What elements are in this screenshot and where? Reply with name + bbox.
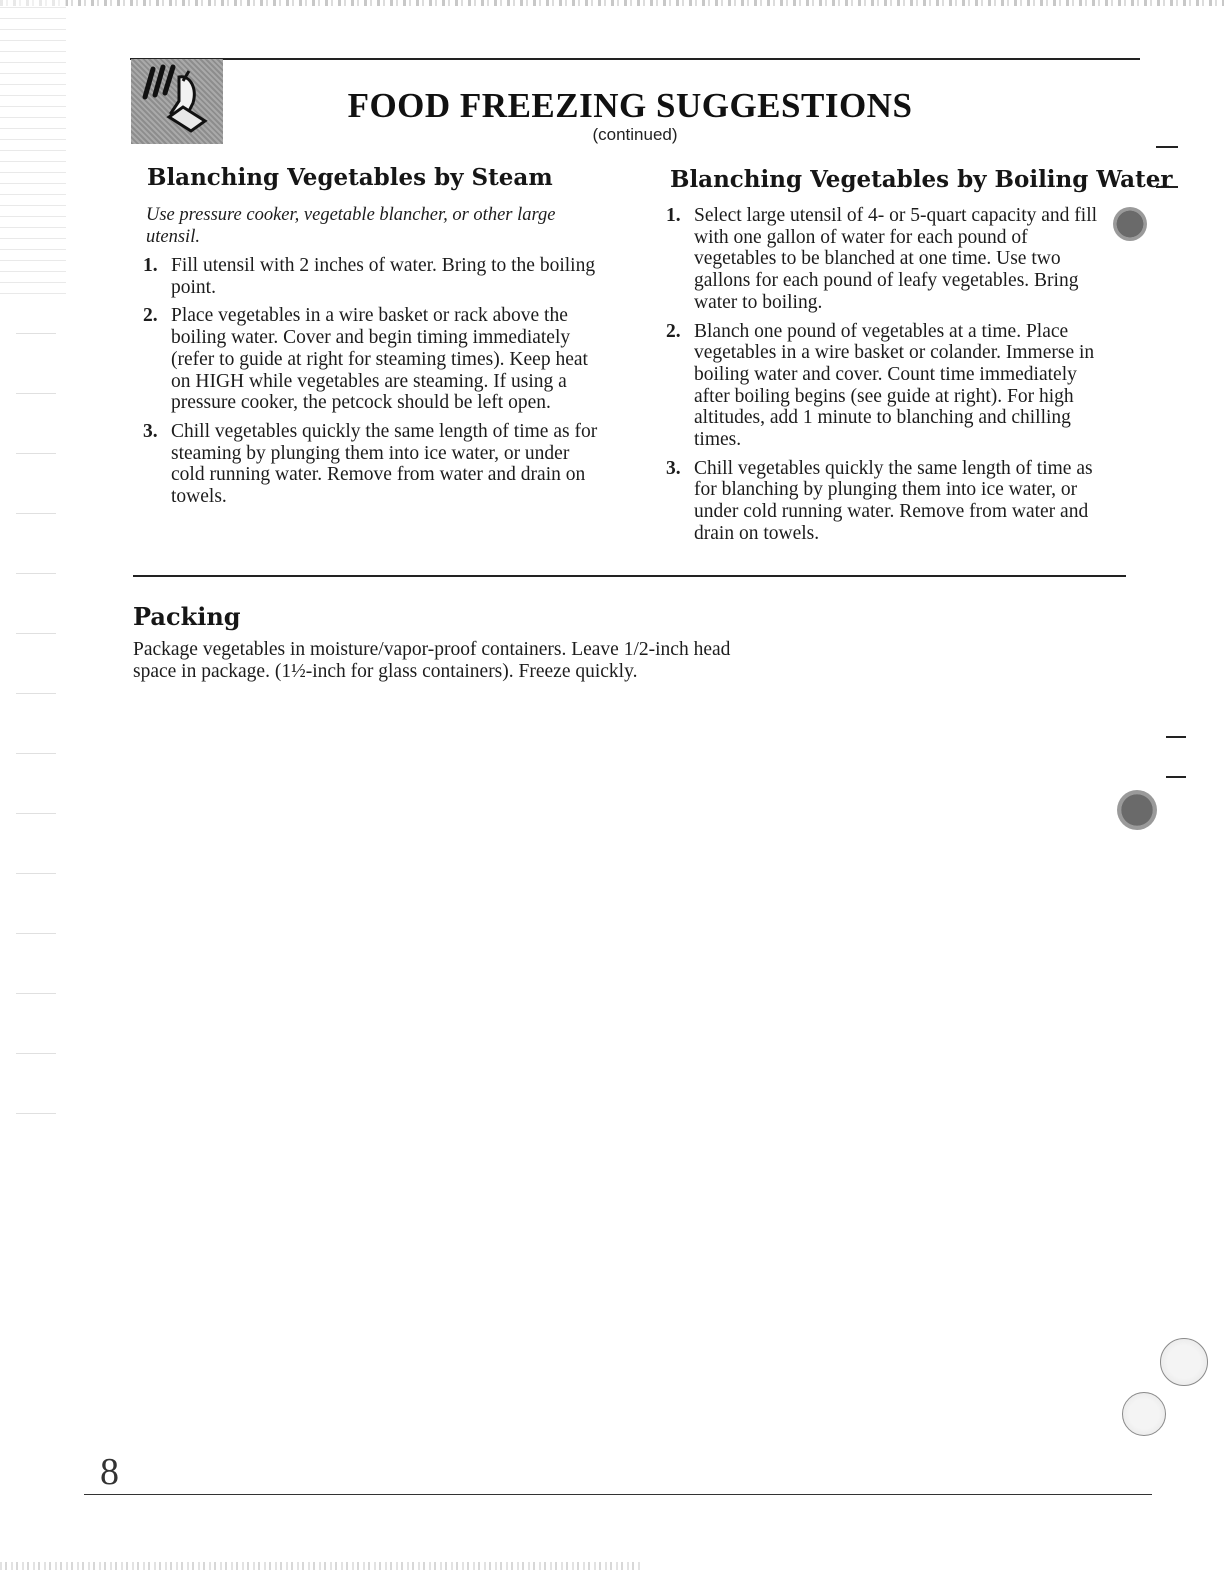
punch-hole-icon	[1122, 1392, 1166, 1436]
list-item	[666, 321, 1114, 451]
scan-artifact-left	[0, 0, 66, 300]
steam-heading: Blanching Vegetables by Steam	[147, 164, 553, 191]
steam-steps	[143, 255, 605, 515]
list-item	[666, 458, 1114, 545]
packing-text: Package vegetables in moisture/vapor-proof containers. Leave 1/2-inch head space in package. (1½-inch for glass containers). Freeze quickly.	[133, 639, 731, 682]
freezing-hand-icon	[131, 59, 223, 144]
step-number: 1.	[143, 255, 158, 276]
margin-mark	[1156, 146, 1178, 148]
page-subtitle: (continued)	[592, 125, 678, 144]
step-number: 1.	[666, 205, 681, 226]
freezing-hand-logo-icon	[131, 59, 223, 144]
punch-hole-icon	[1113, 207, 1147, 241]
steam-intro: Use pressure cooker, vegetable blancher, or other large utensil.	[146, 205, 556, 247]
step-number: 3.	[666, 457, 681, 479]
header-rule	[130, 58, 1140, 60]
step-number: 3.	[143, 420, 158, 442]
margin-mark	[1166, 736, 1186, 738]
list-item	[143, 255, 605, 298]
step-number: 2.	[143, 305, 158, 327]
list-item	[666, 205, 1114, 314]
scan-artifact-bottom	[0, 1562, 640, 1570]
punch-hole-icon	[1160, 1338, 1208, 1386]
boiling-steps	[666, 205, 1114, 552]
list-item	[143, 305, 605, 414]
scan-artifact-top	[0, 0, 1224, 6]
step-number: 2.	[666, 320, 681, 342]
punch-hole-icon	[1117, 790, 1157, 830]
page-title: FOOD FREEZING SUGGESTIONS	[347, 86, 913, 125]
step-text: Fill utensil with 2 inches of water. Bring to the boiling point.	[171, 255, 596, 298]
margin-mark	[1166, 776, 1186, 778]
list-item	[143, 421, 605, 508]
boiling-heading: Blanching Vegetables by Boiling Water	[670, 166, 1173, 193]
step-text: Select large utensil of 4- or 5-quart capacity and fill with one gallon of water for each pound of vegetables to be blanched at one time. Use two gallons for each pound of leafy vegetables. Bring water to boiling.	[694, 205, 1098, 313]
step-text: Place vegetables in a wire basket or rack above the boiling water. Cover and begin timing immediately (refer to guide at right for steaming times). Keep heat on HIGH while vegetables are steaming. If using a pressure cooker, the petcock should be left open.	[171, 305, 588, 414]
step-text: Chill vegetables quickly the same length of time as for blanching by plunging them into ice water, or under cold running water. Remove from water and drain on towels.	[694, 457, 1093, 544]
page-number: 8	[100, 1451, 119, 1493]
scan-artifact-left-margin	[16, 300, 56, 1150]
footer-rule	[84, 1494, 1152, 1495]
step-text: Blanch one pound of vegetables at a time. Place vegetables in a wire basket or colander. Immerse in boiling water and cover. Count time immediately after boiling begins (see guide at right). For high altitudes, add 1 minute to blanching and chilling times.	[694, 320, 1095, 451]
section-divider	[133, 575, 1126, 577]
step-text: Chill vegetables quickly the same length of time as for steaming by plunging them into ice water, or under cold running water. Remove from water and drain on towels.	[171, 420, 598, 508]
packing-heading: Packing	[133, 602, 241, 631]
